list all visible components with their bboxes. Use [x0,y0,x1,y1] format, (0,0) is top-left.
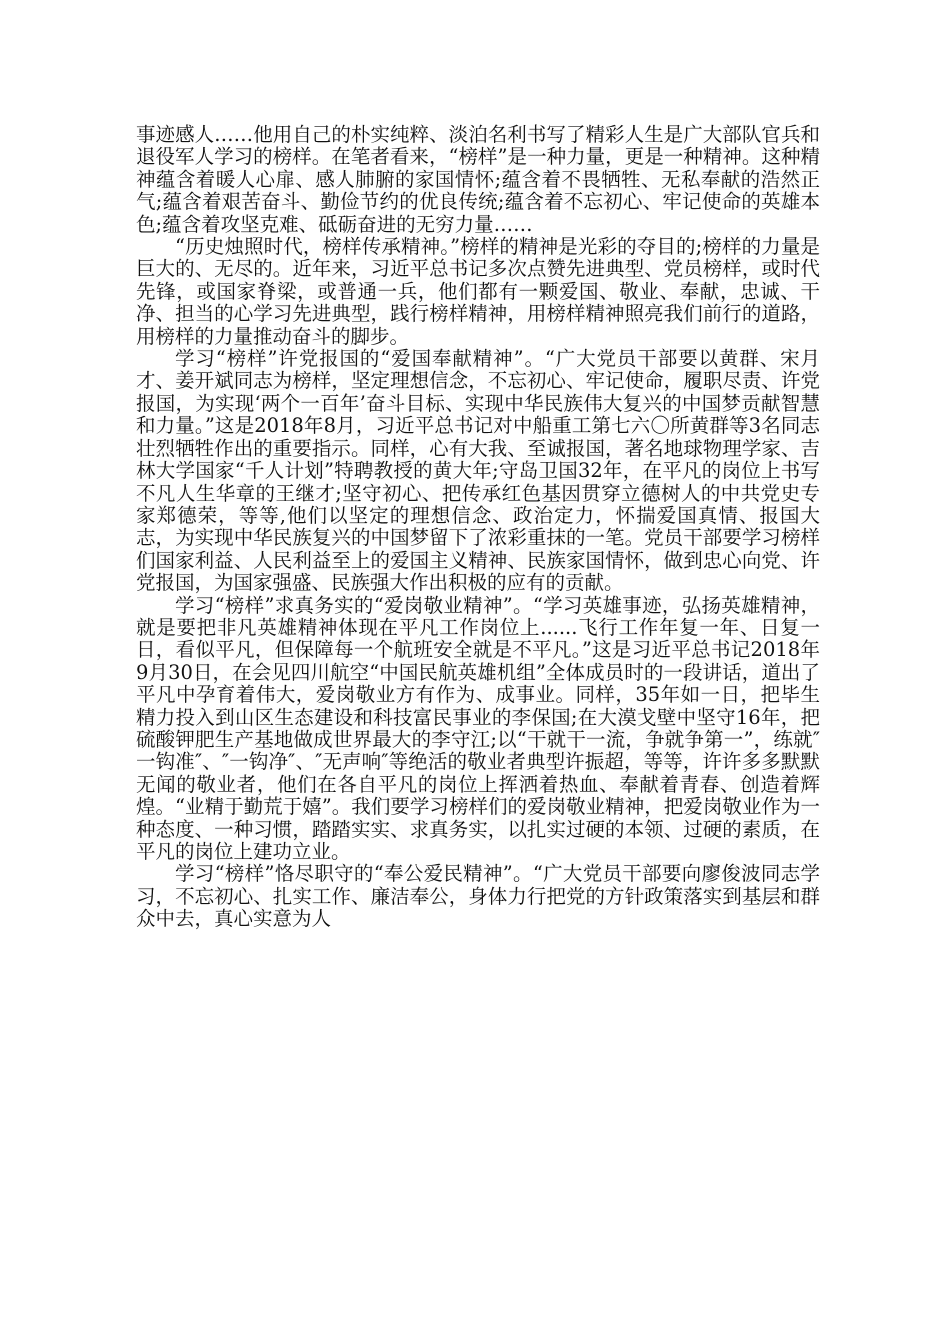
paragraph-5: 学习“榜样”恪尽职守的“奉公爱民精神”。“广大党员干部要向廖俊波同志学习，不忘初心、扎实工作、廉洁奉公，身体力行把党的方针政策落实到基层和群众中去，真心实意为人 [136,862,820,931]
paragraph-1: 事迹感人……他用自己的朴实纯粹、淡泊名利书写了精彩人生是广大部队官兵和退役军人学习的榜样。在笔者看来，“榜样”是一种力量，更是一种精神。这种精神蕴含着暖人心扉、感人肺腑的家国情怀;蕴含着不畏牺牲、无私奉献的浩然正气;蕴含着艰苦奋斗、勤俭节约的优良传统;蕴含着不忘初心、牢记使命的英雄本色;蕴含着攻坚克难、砥砺奋进的无穷力量…… [136,123,820,236]
paragraph-3: 学习“榜样”许党报国的“爱国奉献精神”。“广大党员干部要以黄群、宋月才、姜开斌同志为榜样，坚定理想信念，不忘初心、牢记使命，履职尽责、许党报国，为实现‘两个一百年’奋斗目标、实现中华民族伟大复兴的中国梦贡献智慧和力量。”这是2018年8月，习近平总书记对中船重工第七六〇所黄群等3名同志壮烈牺牲作出的重要指示。同样，心有大我、至诚报国，著名地球物理学家、吉林大学国家“千人计划”特聘教授的黄大年;守岛卫国32年，在平凡的岗位上书写不凡人生华章的王继才;坚守初心、把传承红色基因贯穿立德树人的中共党史专家郑德荣，等等,他们以坚定的理想信念、政治定力，怀揣爱国真情、报国大志，为实现中华民族复兴的中国梦留下了浓彩重抹的一笔。党员干部要学习榜样们国家利益、人民利益至上的爱国主义精神、民族家国情怀，做到忠心向党、许党报国，为国家强盛、民族强大作出积极的应有的贡献。 [136,347,820,595]
paragraph-4: 学习“榜样”求真务实的“爱岗敬业精神”。“学习英雄事迹，弘扬英雄精神，就是要把非凡英雄精神体现在平凡工作岗位上......飞行工作年复一年、日复一日，看似平凡，但保障每一个航班安全就是不平凡。”这是习近平总书记2018年9月30日，在会见四川航空“中国民航英雄机组”全体成员时的一段讲话，道出了平凡中孕育着伟大，爱岗敬业方有作为、成事业。同样，35年如一日，把毕生精力投入到山区生态建设和科技富民事业的李保国;在大漠戈壁中坚守16年，把硫酸钾肥生产基地做成世界最大的李守江;以“干就干一流，争就争第一”，练就″一钩准″、″一钩净″、″无声响″等绝活的敬业者典型许振超，等等，许许多多默默无闻的敬业者，他们在各自平凡的岗位上挥洒着热血、奉献着青春、创造着辉煌。“业精于勤荒于嬉”。我们要学习榜样们的爱岗敬业精神，把爱岗敬业作为一种态度、一种习惯，踏踏实实、求真务实，以扎实过硬的本领、过硬的素质，在平凡的岗位上建功立业。 [136,593,820,863]
document-body [136,124,820,931]
paragraph-2: “历史烛照时代，榜样传承精神。”榜样的精神是光彩的夺目的;榜样的力量是巨大的、无尽的。近年来，习近平总书记多次点赞先进典型、党员榜样，或时代先锋，或国家脊梁，或普通一兵，他们都有一颗爱国、敬业、奉献，忠诚、干净、担当的心学习先进典型，践行榜样精神，用榜样精神照亮我们前行的道路，用榜样的力量推动奋斗的脚步。 [136,235,820,348]
